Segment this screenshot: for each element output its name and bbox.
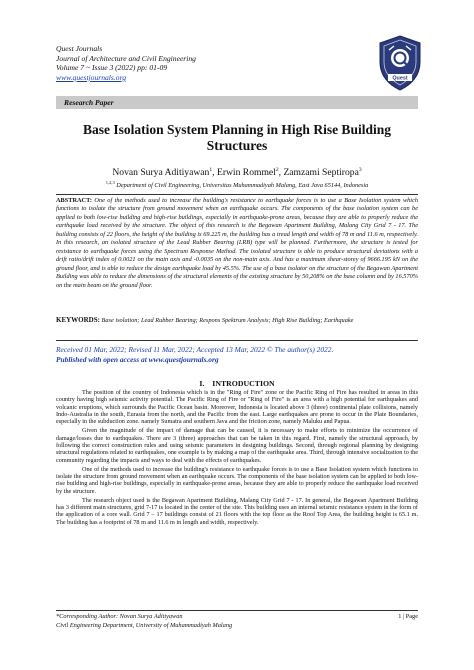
journal-url-link[interactable]: www.questjournals.org xyxy=(56,72,127,82)
footer-rule xyxy=(56,610,418,611)
page-number: 1 | Page xyxy=(398,613,418,620)
section-title: INTRODUCTION xyxy=(212,379,275,388)
section-number: I. xyxy=(199,379,205,388)
title-line-2: Structures xyxy=(206,138,268,153)
journal-volume: Volume 7 ~ Issue 3 (2022) pp: 01-09 xyxy=(56,63,168,73)
journal-name: Quest Journals xyxy=(56,44,103,53)
open-access-url-link[interactable]: www.questjournals.org xyxy=(148,355,219,364)
quest-journals-seal-icon xyxy=(376,34,424,92)
corresponding-author: *Corresponding Author: Novan Surya Aditiyawan xyxy=(56,613,183,620)
keywords-label: KEYWORDS: xyxy=(56,316,100,324)
title-line-1: Base Isolation System Planning in High Rise Building xyxy=(83,122,391,137)
affiliation xyxy=(56,178,418,190)
abstract-top-rule xyxy=(56,194,418,195)
journal-header xyxy=(56,44,356,82)
keywords-text: Base isolation; Lead Rubber Bearing; Respons Spektrum Analysis; High Rise Building; Earthquake xyxy=(101,317,354,324)
affiliation-text: Department of Civil Engineering, Universitas Muhammadiyah Malang, East Java 65144, Indonesia xyxy=(116,182,369,190)
author-2-sup: 2 xyxy=(275,167,279,173)
paragraph: The position of the country of Indonesia which is in the "Ring of Fire" zone or the Pacific Ring of Fire has resulted in areas in this country having high seismic activity potential. The Pacific Ring of Fire or "Ring of Fire" is an area with a high potential for earthquakes and volcanic eruptions, which surrounds the Pacific Ocean basin. Moreover, Indonesia is located above 3 (three) continental plate collisions, namely Indo-Australia in the south, Eurasia from the north, and the Pacific from the east. Large earthquakes are prone to occur in the Plate Boundaries, especially in the subduction zone. namely Sumatra and southern Java and the friction zone, namely Maluku and Papua. xyxy=(56,389,418,426)
author-1-sup: 1 xyxy=(209,167,213,173)
paragraph: Given the magnitude of the impact of damage that can be caused, it is necessary to make efforts to minimize the occurrence of damage/losses due to earthquakes. There are 3 (three) approaches that can be taken in this regard. First, namely the structural approach, by following the correct construction rules and using seismic parameters in designing buildings. Second, through regional planning by designing structural regulations related to earthquakes, one example is by making a map of the earthquake area. Third, through intensive socialization to the community regarding the impacts and ways to deal with the effects of earthquakes. xyxy=(56,427,418,464)
paragraph: One of the methods used to increase the building's resistance to earthquake forces is to use a Base Isolation system which functions to isolate the structure from ground movement when an earthquake occurs. The components of the base isolation system can be applied to both low-rise building and high-rise buildings, especially in earthquake-prone areas, because they are able to properly reduce the earthquake load received by the structure. xyxy=(56,465,418,495)
journal-field: Journal of Architecture and Civil Engineering xyxy=(56,53,196,63)
author-department: Civil Engineering Department, University of Muhammadiyah Malang xyxy=(56,621,233,629)
affiliation-sup: 1,2,3 xyxy=(105,180,115,185)
author-3-sup: 3 xyxy=(358,167,362,173)
paragraph: The research object used is the Begawan Apartment Building, Malang City Grid 7 - 17. In general, the Begawan Apartment Building has 3 different main structures, grid 7-17 is located in the center of the site. This building uses an internal seismic resistance system in the form of the application of a core wall. Grid 7 – 17 buildings consist of 21 floors with the top floor as the Roof Top Area, the building height is 65.1 m. The building has a footprint of 78 m and 11.6 m in length and width, respectively. xyxy=(56,496,418,526)
keywords-bottom-rule xyxy=(56,340,418,341)
open-access-line xyxy=(56,355,418,365)
article-type-bar xyxy=(56,96,418,109)
abstract-text: One of the methods used to increase the building's resistance to earthquake forces is to use a Base Isolation system which functions to isolate the structure from ground movement when an earthquake occurs. The components of the base isolation system can be applied to both low-rise building and high-rise buildings, especially in earthquake-prone areas, because they are able to properly reduce the earthquake load received by the structure. The object of this research is the Begawan Apartment Building, Malang City Grid 7 - 17. The building consists of 22 floors, the height of the building is 69.225 m, the building has a tread length and width of 78 m and 11.6 m, respectively. In this research, an isolated structure of the Lead Rubber Bearing (LRB) type will be planned. Furthermore, the structure is tested for resistance to earthquake forces using the Spectrum Response Method. The isolated structure is able to produce structural deviations with a drift ratio/drift index of 0.0021 on the main axis and -0.0035 on the non-main axis. And has a maximum shear-storey of 9666.195 kN on the ground floor, and is able to reduce the design earthquake load by 45.5%. The use of a base isolator on the structure of the Begawan Apartment Building was able to reduce the dimensions of the structural elements of the existing structure by 50,208% on the base column and by 16.570% on the main beam on the ground floor. xyxy=(56,197,419,289)
logo-text: Quest xyxy=(392,75,408,82)
article-type-label: Research Paper xyxy=(64,98,114,107)
page-footer xyxy=(56,613,418,630)
body-text xyxy=(56,389,418,528)
paper-title xyxy=(56,122,418,154)
open-access-prefix: Published with open access at xyxy=(56,355,149,364)
received-dates xyxy=(56,345,418,365)
section-heading xyxy=(56,379,418,388)
abstract-label: ABSTRACT: xyxy=(56,197,92,204)
author-1: Novan Surya Aditiyawan xyxy=(112,167,210,179)
author-3: Zamzami Septiropa xyxy=(283,167,359,179)
author-list: Novan Surya Aditiyawan$^1$, Erwin Rommel$^2$, Zamzami Septiropa$^3$ xyxy=(112,167,362,179)
keywords-block xyxy=(56,316,418,325)
received-line: Received 01 Mar, 2022; Revised 11 Mar, 2022; Accepted 13 Mar, 2022 © The author(s) 2022. xyxy=(56,345,334,354)
author-2: Erwin Rommel xyxy=(216,167,276,179)
abstract-block xyxy=(56,197,418,290)
